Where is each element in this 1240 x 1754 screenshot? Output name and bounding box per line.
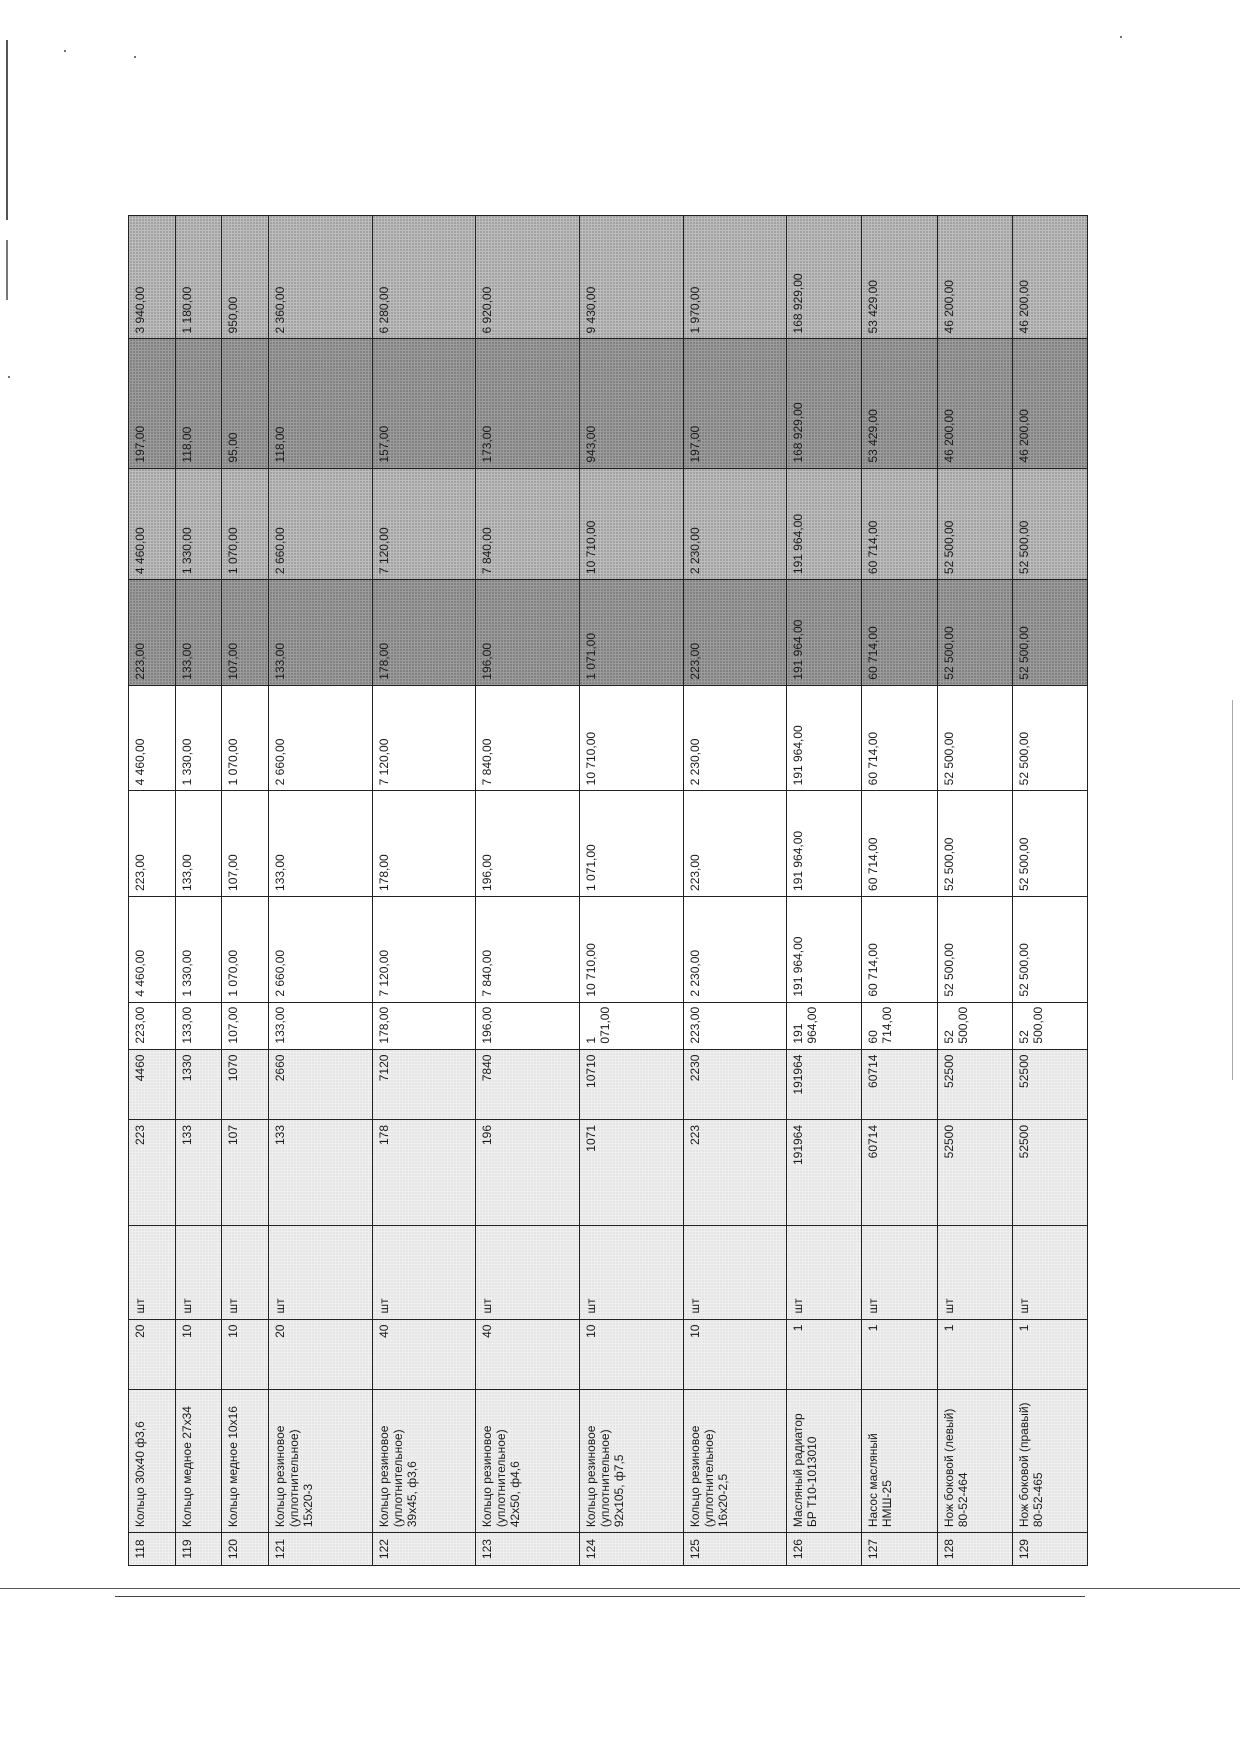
unit: шт	[862, 1225, 937, 1319]
price-e: 46 200,00	[1012, 339, 1087, 468]
price-c: 191 964,00	[787, 791, 862, 897]
sum-e: 6 920,00	[476, 216, 580, 339]
sum-e: 950,00	[222, 216, 269, 339]
unit: шт	[937, 1225, 1012, 1319]
unit: шт	[222, 1225, 269, 1319]
row-number: 124	[579, 1533, 683, 1566]
sum-d: 7 840,00	[476, 468, 580, 580]
sum-c: 60 714,00	[862, 685, 937, 791]
sum-c: 52 500,00	[937, 685, 1012, 791]
price-b: 60 714,00	[862, 1002, 937, 1049]
sum-e: 6 280,00	[372, 216, 476, 339]
price-d: 60 714,00	[862, 580, 937, 686]
price-c: 60 714,00	[862, 791, 937, 897]
unit: шт	[476, 1225, 580, 1319]
quantity: 10	[175, 1319, 222, 1389]
row-number: 122	[372, 1533, 476, 1566]
sum-b: 52 500,00	[1012, 896, 1087, 1002]
price-e: 118,00	[269, 339, 373, 468]
price-a: 196	[476, 1119, 580, 1225]
row-number: 127	[862, 1533, 937, 1566]
price-c: 223,00	[683, 791, 787, 897]
price-b: 191 964,00	[787, 1002, 862, 1049]
unit: шт	[175, 1225, 222, 1319]
quantity: 20	[269, 1319, 373, 1389]
items-table-body	[129, 87, 1088, 1566]
price-a: 60714	[862, 1119, 937, 1225]
sum-e: 168 929,00	[787, 216, 862, 339]
sum-b: 2 660,00	[269, 896, 373, 1002]
price-e: 943,00	[579, 339, 683, 468]
scan-edge-mark	[6, 40, 8, 220]
quantity: 20	[129, 1319, 176, 1389]
table-row	[787, 87, 862, 1566]
table-row	[372, 87, 476, 1566]
sum-e: 1 180,00	[175, 216, 222, 339]
sum-a: 52500	[937, 1049, 1012, 1119]
table-row	[937, 87, 1012, 1566]
sum-c: 1 330,00	[175, 685, 222, 791]
item-name: Кольцо резиновое (уплотнительное) 16х20-2,5	[683, 1389, 787, 1532]
sum-a: 7120	[372, 1049, 476, 1119]
sum-b: 191 964,00	[787, 896, 862, 1002]
price-b: 223,00	[683, 1002, 787, 1049]
rotated-table-sheet	[128, 86, 1088, 1566]
sum-b: 52 500,00	[937, 896, 1012, 1002]
price-d: 223,00	[129, 580, 176, 686]
price-b: 133,00	[175, 1002, 222, 1049]
price-d: 178,00	[372, 580, 476, 686]
table-row	[579, 87, 683, 1566]
sum-d: 60 714,00	[862, 468, 937, 580]
price-c: 133,00	[269, 791, 373, 897]
sum-d: 10 710,00	[579, 468, 683, 580]
sum-a: 7840	[476, 1049, 580, 1119]
unit: шт	[683, 1225, 787, 1319]
sum-e: 46 200,00	[1012, 216, 1087, 339]
unit: шт	[579, 1225, 683, 1319]
row-number: 128	[937, 1533, 1012, 1566]
price-d: 52 500,00	[937, 580, 1012, 686]
sum-a: 1070	[222, 1049, 269, 1119]
price-b: 52 500,00	[1012, 1002, 1087, 1049]
row-number: 126	[787, 1533, 862, 1566]
quantity: 10	[683, 1319, 787, 1389]
scan-speck	[8, 376, 10, 378]
sum-d: 52 500,00	[937, 468, 1012, 580]
sum-b: 1 330,00	[175, 896, 222, 1002]
quantity: 10	[579, 1319, 683, 1389]
price-a: 133	[269, 1119, 373, 1225]
price-d: 1 071,00	[579, 580, 683, 686]
price-d: 52 500,00	[1012, 580, 1087, 686]
price-d: 196,00	[476, 580, 580, 686]
sum-c: 4 460,00	[129, 685, 176, 791]
sum-e: 9 430,00	[579, 216, 683, 339]
price-e: 197,00	[129, 339, 176, 468]
row-number: 119	[175, 1533, 222, 1566]
sum-d: 191 964,00	[787, 468, 862, 580]
price-e: 53 429,00	[862, 339, 937, 468]
price-c: 52 500,00	[937, 791, 1012, 897]
sum-c: 10 710,00	[579, 685, 683, 791]
price-b: 133,00	[269, 1002, 373, 1049]
sum-c: 2 660,00	[269, 685, 373, 791]
sum-c: 7 120,00	[372, 685, 476, 791]
price-d: 133,00	[175, 580, 222, 686]
price-e: 157,00	[372, 339, 476, 468]
table-row	[1012, 87, 1087, 1566]
price-a: 133	[175, 1119, 222, 1225]
sum-a: 4460	[129, 1049, 176, 1119]
sum-c: 7 840,00	[476, 685, 580, 791]
sum-e: 46 200,00	[937, 216, 1012, 339]
bottom-rule-long	[0, 1588, 1240, 1589]
sum-b: 60 714,00	[862, 896, 937, 1002]
price-a: 223	[683, 1119, 787, 1225]
quantity: 1	[937, 1319, 1012, 1389]
sum-a: 52500	[1012, 1049, 1087, 1119]
table-row	[175, 87, 222, 1566]
item-name: Кольцо резиновое (уплотнительное) 42х50, ф4,6	[476, 1389, 580, 1532]
price-e: 46 200,00	[937, 339, 1012, 468]
item-name: Нож боковой (правый) 80-52-465	[1012, 1389, 1087, 1532]
sum-c: 2 230,00	[683, 685, 787, 791]
quantity: 40	[476, 1319, 580, 1389]
sum-c: 52 500,00	[1012, 685, 1087, 791]
item-name: Кольцо медное 10х16	[222, 1389, 269, 1532]
item-name: Кольцо резиновое (уплотнительное) 15х20-3	[269, 1389, 373, 1532]
price-c: 196,00	[476, 791, 580, 897]
price-c: 52 500,00	[1012, 791, 1087, 897]
price-e: 168 929,00	[787, 339, 862, 468]
price-b: 52 500,00	[937, 1002, 1012, 1049]
sum-d: 52 500,00	[1012, 468, 1087, 580]
row-number: 125	[683, 1533, 787, 1566]
items-table	[128, 86, 1088, 1566]
price-c: 133,00	[175, 791, 222, 897]
sum-c: 1 070,00	[222, 685, 269, 791]
unit: шт	[129, 1225, 176, 1319]
scan-speck	[1120, 36, 1122, 38]
unit: шт	[269, 1225, 373, 1319]
item-name: Кольцо 30х40 ф3,6	[129, 1389, 176, 1532]
item-name: Кольцо медное 27х34	[175, 1389, 222, 1532]
table-row	[683, 87, 787, 1566]
quantity: 1	[1012, 1319, 1087, 1389]
sum-d: 4 460,00	[129, 468, 176, 580]
scan-speck	[64, 50, 66, 52]
sum-d: 2 660,00	[269, 468, 373, 580]
price-d: 191 964,00	[787, 580, 862, 686]
quantity: 10	[222, 1319, 269, 1389]
sum-a: 191964	[787, 1049, 862, 1119]
table-row	[269, 87, 373, 1566]
sum-d: 1 070,00	[222, 468, 269, 580]
bottom-rule	[115, 1596, 1085, 1597]
price-c: 178,00	[372, 791, 476, 897]
table-row	[862, 87, 937, 1566]
sum-d: 7 120,00	[372, 468, 476, 580]
row-number: 118	[129, 1533, 176, 1566]
unit: шт	[1012, 1225, 1087, 1319]
price-b: 178,00	[372, 1002, 476, 1049]
quantity: 40	[372, 1319, 476, 1389]
price-c: 223,00	[129, 791, 176, 897]
price-e: 95,00	[222, 339, 269, 468]
price-a: 107	[222, 1119, 269, 1225]
sum-b: 2 230,00	[683, 896, 787, 1002]
quantity: 1	[787, 1319, 862, 1389]
quantity: 1	[862, 1319, 937, 1389]
table-rotation-frame	[128, 86, 1088, 1566]
unit: шт	[787, 1225, 862, 1319]
price-e: 197,00	[683, 339, 787, 468]
sum-b: 1 070,00	[222, 896, 269, 1002]
row-number: 129	[1012, 1533, 1087, 1566]
price-d: 223,00	[683, 580, 787, 686]
sum-a: 2660	[269, 1049, 373, 1119]
row-number: 123	[476, 1533, 580, 1566]
scan-speck	[134, 56, 136, 58]
row-number: 121	[269, 1533, 373, 1566]
sum-d: 1 330,00	[175, 468, 222, 580]
price-a: 1071	[579, 1119, 683, 1225]
item-name: Кольцо резиновое (уплотнительное) 92х105, ф7,5	[579, 1389, 683, 1532]
table-row	[476, 87, 580, 1566]
item-name: Кольцо резиновое (уплотнительное) 39х45, ф3,6	[372, 1389, 476, 1532]
scan-edge-mark	[6, 240, 8, 300]
sum-a: 1330	[175, 1049, 222, 1119]
price-b: 107,00	[222, 1002, 269, 1049]
sum-e: 2 360,00	[269, 216, 373, 339]
sum-b: 7 840,00	[476, 896, 580, 1002]
table-row	[129, 87, 176, 1566]
table-row	[222, 87, 269, 1566]
sum-d: 2 230,00	[683, 468, 787, 580]
price-d: 133,00	[269, 580, 373, 686]
price-d: 107,00	[222, 580, 269, 686]
price-b: 196,00	[476, 1002, 580, 1049]
sum-a: 10710	[579, 1049, 683, 1119]
sum-c: 191 964,00	[787, 685, 862, 791]
sum-b: 4 460,00	[129, 896, 176, 1002]
unit: шт	[372, 1225, 476, 1319]
price-a: 178	[372, 1119, 476, 1225]
item-name: Насос масляный НМШ-25	[862, 1389, 937, 1532]
sum-a: 60714	[862, 1049, 937, 1119]
price-b: 223,00	[129, 1002, 176, 1049]
sum-b: 10 710,00	[579, 896, 683, 1002]
price-c: 1 071,00	[579, 791, 683, 897]
sum-b: 7 120,00	[372, 896, 476, 1002]
price-a: 52500	[937, 1119, 1012, 1225]
sum-a: 2230	[683, 1049, 787, 1119]
sum-e: 53 429,00	[862, 216, 937, 339]
sum-e: 1 970,00	[683, 216, 787, 339]
price-a: 191964	[787, 1119, 862, 1225]
price-e: 118,00	[175, 339, 222, 468]
price-b: 1 071,00	[579, 1002, 683, 1049]
price-a: 52500	[1012, 1119, 1087, 1225]
row-number: 120	[222, 1533, 269, 1566]
price-e: 173,00	[476, 339, 580, 468]
item-name: Масляный радиатор БР Т10-1013010	[787, 1389, 862, 1532]
price-c: 107,00	[222, 791, 269, 897]
sum-e: 3 940,00	[129, 216, 176, 339]
scan-edge-mark	[1232, 700, 1233, 1080]
item-name: Нож боковой (левый) 80-52-464	[937, 1389, 1012, 1532]
price-a: 223	[129, 1119, 176, 1225]
